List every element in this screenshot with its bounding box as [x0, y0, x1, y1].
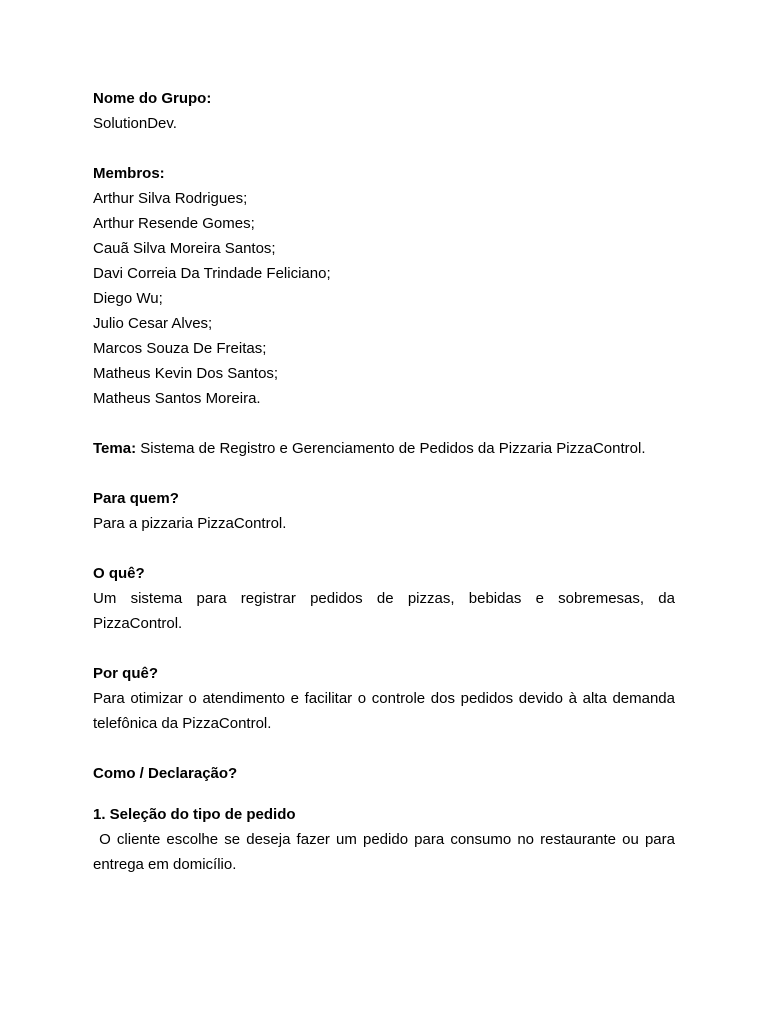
what-value-line2: PizzaControl. — [93, 615, 183, 632]
theme-label: Tema: — [93, 440, 137, 457]
step1-title: 1. Seleção do tipo de pedido — [93, 806, 296, 823]
members-label: Membros: — [93, 165, 165, 182]
member-item: Arthur Resende Gomes; — [93, 215, 255, 232]
why-value-line1: Para otimizar o atendimento e facilitar o controle dos pedidos devido à alta demanda — [93, 690, 675, 707]
for-whom-value: Para a pizzaria PizzaControl. — [93, 515, 287, 532]
step1-text-line2: entrega em domicílio. — [93, 856, 237, 873]
what-label: O quê? — [93, 565, 145, 582]
member-item: Matheus Kevin Dos Santos; — [93, 365, 279, 382]
spacer — [93, 411, 675, 436]
what-value-line1: Um sistema para registrar pedidos de pizzas, bebidas e sobremesas, da — [93, 590, 675, 607]
why-label: Por quê? — [93, 665, 159, 682]
member-item: Diego Wu; — [93, 290, 163, 307]
how-label: Como / Declaração? — [93, 765, 238, 782]
spacer — [93, 136, 675, 161]
step1-text-line1: O cliente escolhe se deseja fazer um pedido para consumo no restaurante ou para — [93, 831, 675, 848]
member-item: Julio Cesar Alves; — [93, 315, 213, 332]
theme-value: Sistema de Registro e Gerenciamento de Pedidos da Pizzaria PizzaControl. — [136, 440, 646, 457]
spacer — [93, 636, 675, 661]
member-item: Cauã Silva Moreira Santos; — [93, 240, 276, 257]
spacer — [93, 736, 675, 761]
spacer — [93, 536, 675, 561]
spacer — [93, 786, 675, 802]
why-value-line2: telefônica da PizzaControl. — [93, 715, 272, 732]
group-name: SolutionDev. — [93, 115, 177, 132]
document-body — [93, 86, 675, 877]
spacer — [93, 461, 675, 486]
member-item: Marcos Souza De Freitas; — [93, 340, 267, 357]
member-item: Matheus Santos Moreira. — [93, 390, 261, 407]
theme-line — [93, 436, 675, 461]
group-label: Nome do Grupo: — [93, 90, 212, 107]
for-whom-label: Para quem? — [93, 490, 179, 507]
member-item: Davi Correia Da Trindade Feliciano; — [93, 265, 331, 282]
member-item: Arthur Silva Rodrigues; — [93, 190, 248, 207]
